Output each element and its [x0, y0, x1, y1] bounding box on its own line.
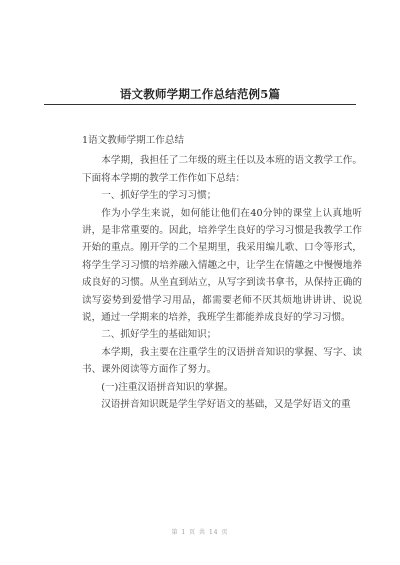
title-divider — [44, 104, 356, 105]
heading-study-habits: 一、抓好学生的学习习惯； — [101, 190, 217, 202]
paragraph-intro: 本学期，我担任了二年级的班主任以及本班的语文教学工作。下面将本学期的教学工作作如下总结： — [82, 155, 362, 184]
document-title: 语文教师学期工作总结范例5篇 — [119, 87, 281, 101]
heading-basic-knowledge: 二、抓好学生的基础知识； — [101, 329, 217, 341]
section-heading: 1语文教师学期工作总结 — [82, 135, 185, 146]
paragraph-pinyin: 汉语拼音知识既是学生学好语文的基础，又是学好语文的重 — [101, 399, 351, 411]
heading-pinyin: (一)注重汉语拼音知识的掌握。 — [101, 381, 234, 393]
page-number-footer: 第 1 页 共 14 页 — [171, 529, 229, 536]
paragraph-study-habits: 作为小学生来说，如何能让他们在40分钟的课堂上认真地听讲，是非常重要的。因此，培养学生良好的学习习惯是我教学工作开始的重点。刚开学的二个星期里，我采用编儿歌、口令等形式，将学生学习习惯的培养融入情趣之中，让学生在情趣之中慢慢地养成良好的习惯。从坐直到站立，从写字到读书拿书，从保持正确的读写姿势到爱惜学习用品，都需要老师不厌其烦地讲讲讲、说说说，通过一学期来的培养，我班学生都能养成良好的学习习惯。 — [82, 207, 362, 324]
document-body — [82, 132, 362, 414]
paragraph-basic-knowledge: 本学期，我主要在注重学生的汉语拼音知识的掌握、写字、读书、课外阅读等方面作了努力。 — [82, 346, 362, 376]
